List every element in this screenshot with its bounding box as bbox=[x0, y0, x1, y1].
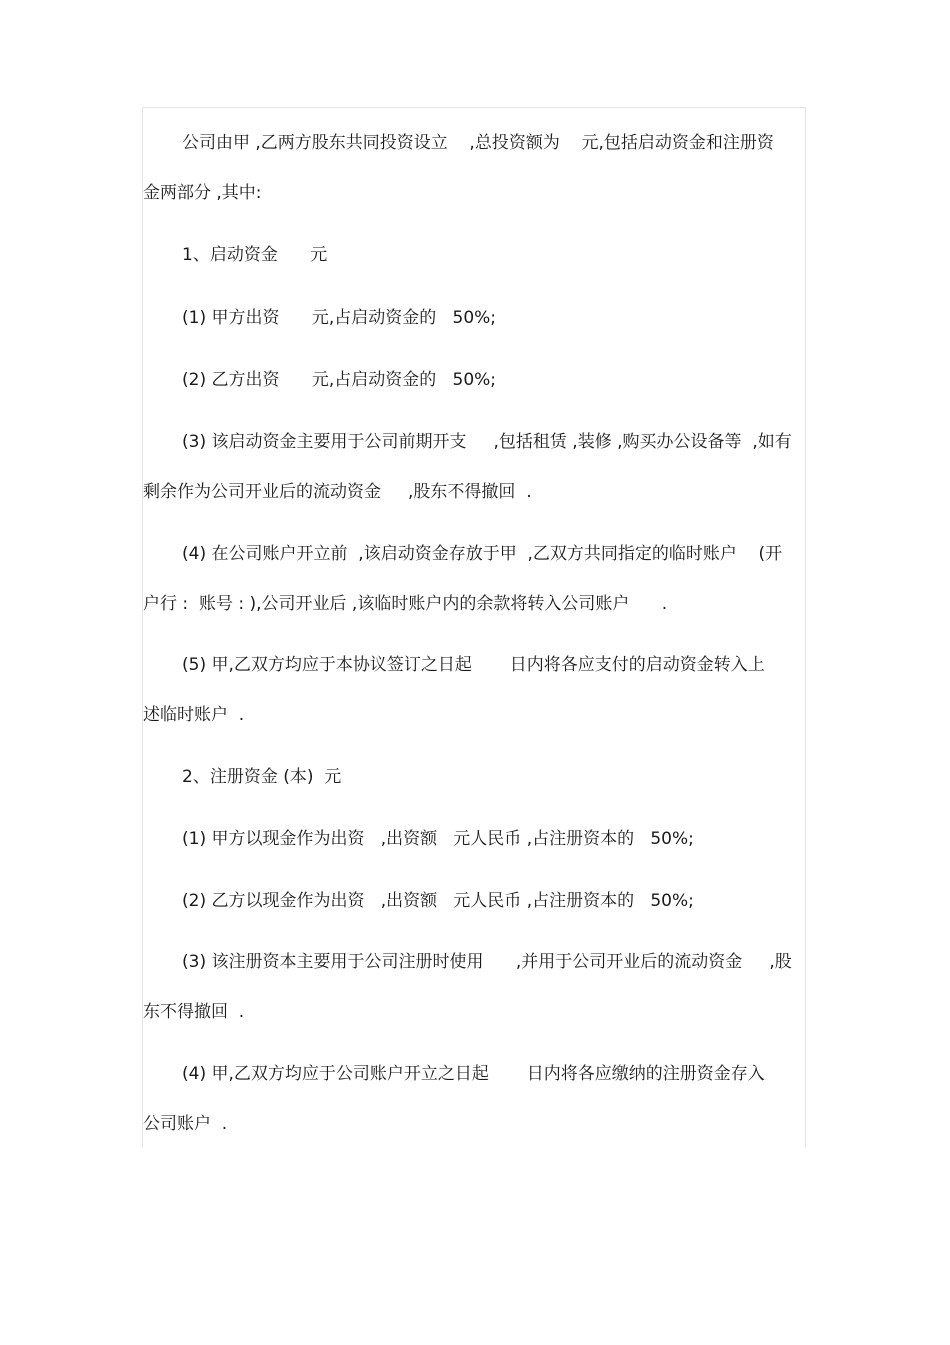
paragraph-3-line-0: (2) 乙方出资 元,占启动资金的 50%; bbox=[182, 370, 497, 390]
paragraph-8-line-0: (1) 甲方以现金作为出资 ,出资额 元人民币 ,占注册资本的 50%; bbox=[182, 829, 694, 849]
paragraph-10-line-0: (3) 该注册资本主要用于公司注册时使用 ,并用于公司开业后的流动资金 ,股 bbox=[182, 952, 792, 972]
paragraph-6-line-0: (5) 甲,乙双方均应于本协议签订之日起 日内将各应支付的启动资金转入上 bbox=[182, 655, 765, 675]
paragraph-9-line-0: (2) 乙方以现金作为出资 ,出资额 元人民币 ,占注册资本的 50%; bbox=[182, 891, 694, 911]
paragraph-10-line-1: 东不得撤回 . bbox=[143, 1002, 245, 1022]
section-heading-registered-capital: 2、注册资金 (本) 元 bbox=[182, 767, 342, 787]
paragraph-4-line-0: (3) 该启动资金主要用于公司前期开支 ,包括租赁 ,装修 ,购买办公设备等 ,如有 bbox=[182, 432, 792, 452]
paragraph-11-line-1: 公司账户 . bbox=[143, 1114, 228, 1134]
paragraph-6-line-1: 述临时账户 . bbox=[143, 705, 245, 725]
paragraph-5-line-0: (4) 在公司账户开立前 ,该启动资金存放于甲 ,乙双方共同指定的临时账户 (开 bbox=[182, 544, 783, 564]
paragraph-5-line-1: 户行 : 账号 : ),公司开业后 ,该临时账户内的余款将转入公司账户 . bbox=[143, 594, 668, 614]
section-heading-startup-capital: 1、启动资金 元 bbox=[182, 245, 328, 265]
paragraph-4-line-1: 剩余作为公司开业后的流动资金 ,股东不得撤回 . bbox=[143, 482, 532, 502]
paragraph-0-line-1: 金两部分 ,其中: bbox=[143, 183, 262, 203]
paragraph-11-line-0: (4) 甲,乙双方均应于公司账户开立之日起 日内将各应缴纳的注册资金存入 bbox=[182, 1064, 765, 1084]
paragraph-2-line-0: (1) 甲方出资 元,占启动资金的 50%; bbox=[182, 308, 497, 328]
paragraph-0-line-0: 公司由甲 ,乙两方股东共同投资设立 ,总投资额为 元,包括启动资金和注册资 bbox=[182, 133, 774, 153]
